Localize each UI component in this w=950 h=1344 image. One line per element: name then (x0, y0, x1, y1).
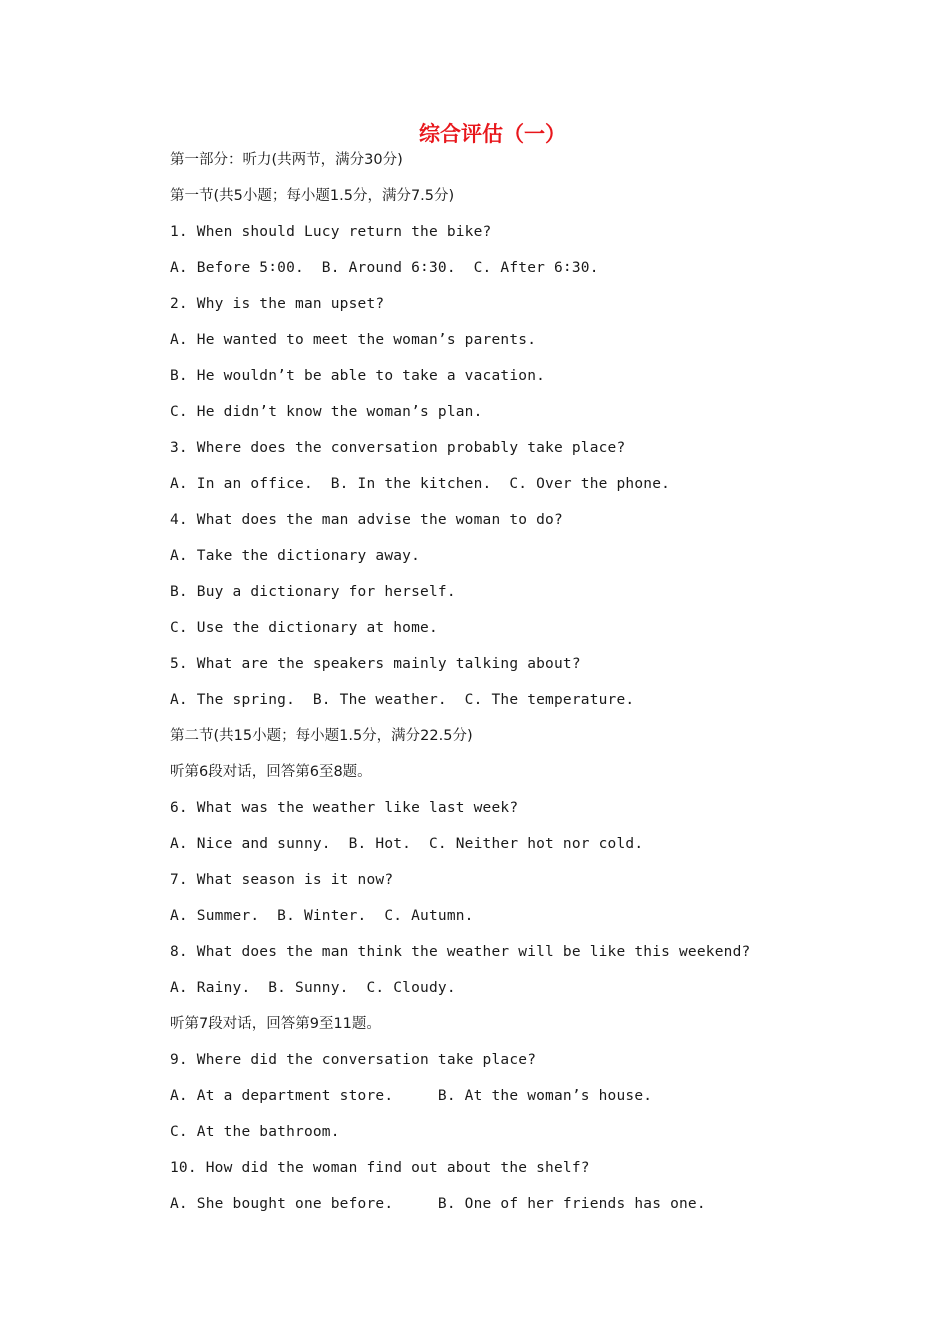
exam-content (170, 146, 890, 1226)
section-two-heading: 第二节(共15小题；每小题1.5分，满分22.5分) (170, 728, 473, 744)
question-8-options: A. Rainy. B. Sunny. C. Cloudy. (170, 980, 456, 996)
question-1-options: A. Before 5∶00. B. Around 6∶30. C. After 6∶30. (170, 260, 599, 276)
section-one-heading: 第一节(共5小题；每小题1.5分，满分7.5分) (170, 188, 455, 204)
question-2-option-a: A. He wanted to meet the woman’s parents. (170, 332, 537, 348)
page-title: 综合评估（一） (419, 122, 566, 146)
question-3: 3. Where does the conversation probably take place? (170, 440, 626, 456)
question-5: 5. What are the speakers mainly talking about? (170, 656, 581, 672)
question-7-options: A. Summer. B. Winter. C. Autumn. (170, 908, 474, 924)
question-10: 10. How did the woman find out about the shelf? (170, 1160, 590, 1176)
dialogue-6-instruction: 听第6段对话，回答第6至8题。 (170, 764, 372, 780)
question-9: 9. Where did the conversation take place? (170, 1052, 537, 1068)
question-9-option-c: C. At the bathroom. (170, 1124, 340, 1140)
section-part-one-heading: 第一部分：听力(共两节，满分30分) (170, 152, 403, 168)
question-2-option-b: B. He wouldn’t be able to take a vacation. (170, 368, 546, 384)
question-4-option-a: A. Take the dictionary away. (170, 548, 421, 564)
question-6: 6. What was the weather like last week? (170, 800, 519, 816)
question-5-options: A. The spring. B. The weather. C. The temperature. (170, 692, 635, 708)
question-10-options-ab: A. She bought one before. B. One of her friends has one. (170, 1196, 706, 1212)
question-2: 2. Why is the man upset? (170, 296, 385, 312)
question-7: 7. What season is it now? (170, 872, 394, 888)
question-1: 1. When should Lucy return the bike? (170, 224, 492, 240)
question-4: 4. What does the man advise the woman to do? (170, 512, 563, 528)
dialogue-7-instruction: 听第7段对话，回答第9至11题。 (170, 1016, 381, 1032)
question-8: 8. What does the man think the weather will be like this weekend? (170, 944, 751, 960)
question-3-options: A. In an office. B. In the kitchen. C. Over the phone. (170, 476, 671, 492)
question-9-options-ab: A. At a department store. B. At the woman’s house. (170, 1088, 653, 1104)
question-2-option-c: C. He didn’t know the woman’s plan. (170, 404, 483, 420)
question-4-option-b: B. Buy a dictionary for herself. (170, 584, 456, 600)
question-4-option-c: C. Use the dictionary at home. (170, 620, 438, 636)
question-6-options: A. Nice and sunny. B. Hot. C. Neither hot nor cold. (170, 836, 644, 852)
